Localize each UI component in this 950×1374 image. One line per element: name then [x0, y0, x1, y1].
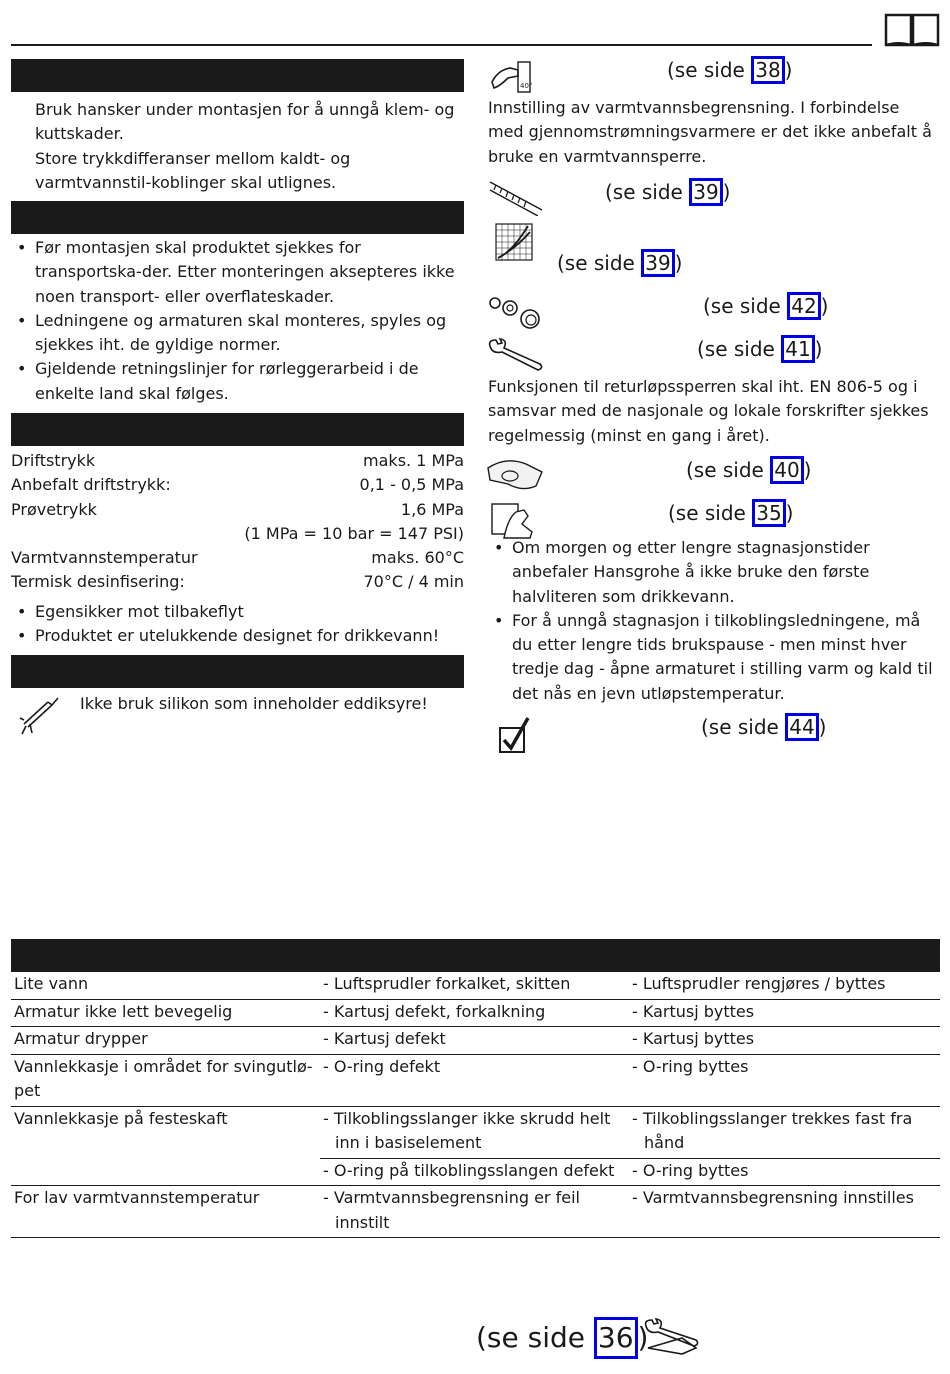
cell-text: - Kartusj defekt [323, 1029, 446, 1048]
cell-text: - O-ring byttes [632, 1056, 749, 1076]
cell-text: Lite vann [14, 974, 89, 993]
cell-text: - Varmtvannsbegrensning er feil innstilt [323, 1188, 580, 1232]
table-row [11, 1027, 940, 1055]
cell-text: - Luftsprudler forkalket, skitten [323, 974, 571, 993]
see-side-suffix: ) [803, 458, 812, 482]
spec-value: maks. 1 MPa [363, 451, 464, 470]
list-item: • Produktet er utelukkende designet for drikkevann! [11, 624, 464, 648]
section-bar-installation [11, 201, 464, 234]
see-side-ref [701, 713, 826, 741]
see-side-ref [703, 292, 828, 320]
see-side-ref [686, 456, 811, 484]
table-cell-problem [11, 1158, 320, 1186]
spec-row [11, 546, 464, 570]
list-item: • Egensikker mot tilbakeflyt [11, 600, 464, 624]
spec-value: 1,6 MPa [400, 499, 464, 519]
list-item: • Før montasjen skal produktet sjekkes for transportska-der. Etter monteringen aksepteres ikke noen transport- eller overflateskader. [11, 236, 464, 309]
table-row [11, 1106, 940, 1158]
svg-text:40°: 40° [520, 82, 533, 90]
cell-text: - Kartusj defekt, forkalkning [323, 1001, 546, 1021]
troubleshooting-table [11, 972, 940, 1238]
see-side-ref [697, 335, 822, 363]
see-side-ref [668, 499, 793, 527]
spec-label: Prøvetrykk [11, 499, 97, 519]
table-cell-remedy [629, 1158, 940, 1186]
safety-line: Bruk hansker under montasjen for å unngå klem- og kuttskader. [35, 100, 455, 144]
page-link[interactable]: 35 [752, 499, 785, 527]
specs-table [11, 449, 464, 595]
usage-list [488, 536, 940, 706]
table-cell-cause [320, 972, 629, 999]
cell-text: - O-ring defekt [323, 1056, 441, 1076]
backflow-text: Funksjonen til returløpssperren skal iht. EN 806-5 og i samsvar med de nasjonale og lokale forskrifter sjekkes regelmessig (minst en gang i året). [488, 377, 929, 445]
list-item: • For å unngå stagnasjon i tilkoblingsledningene, må du etter lengre tids brukspause - men minst hver tredje dag - åpne armaturet i stilling varm og kald til det nås en jevn utløpstemperatur. [488, 609, 940, 706]
spec-value: 0,1 - 0,5 MPa [359, 475, 464, 495]
temp-limit-text: Innstilling av varmtvannsbegrensning. I forbindelse med gjennomstrømningsvarmere er det ikke anbefalt å bruke en varmtvannsperre. [488, 98, 932, 166]
see-side-ref [667, 56, 792, 84]
see-side-suffix: ) [784, 58, 793, 82]
page-link[interactable]: 36 [594, 1317, 638, 1359]
safety-line: Store trykkdifferanser mellom kaldt- og varmtvannstil-koblinger skal utlignes. [35, 148, 351, 192]
table-cell-remedy [629, 1186, 940, 1238]
spec-label: Driftstrykk [11, 451, 96, 470]
cell-text: Armatur drypper [14, 1029, 148, 1048]
cell-text: - Luftsprudler rengjøres / byttes [632, 974, 886, 993]
table-cell-problem [11, 1027, 320, 1055]
table-cell-cause [320, 1106, 629, 1158]
see-side-ref [476, 1317, 648, 1359]
cell-text: - O-ring på tilkoblingsslangen defekt [323, 1160, 615, 1180]
page-link[interactable]: 42 [787, 292, 820, 320]
page-link[interactable]: 41 [781, 335, 814, 363]
see-side-suffix: ) [818, 715, 827, 739]
table-cell-cause [320, 1054, 629, 1106]
cell-text: - Kartusj byttes [632, 1001, 755, 1021]
see-side-ref [605, 178, 730, 206]
see-side-suffix: ) [820, 294, 829, 318]
cell-text: - O-ring byttes [632, 1160, 749, 1180]
list-item: • Gjeldende retningslinjer for rørleggerarbeid i de enkelte land skal følges. [11, 357, 464, 406]
safety-text [35, 98, 460, 195]
table-row [11, 1158, 940, 1186]
spare-parts-icon [488, 294, 544, 330]
see-side-suffix: ) [674, 251, 683, 275]
section-bar-troubleshooting [11, 939, 940, 972]
cell-text: - Varmtvannsbegrensning innstilles [632, 1188, 914, 1207]
table-cell-remedy [629, 1054, 940, 1106]
see-side-suffix: ) [722, 180, 731, 204]
checkbox-icon [498, 716, 530, 754]
table-cell-problem [11, 1186, 320, 1238]
table-cell-problem [11, 1106, 320, 1158]
flow-diagram-icon [494, 222, 534, 262]
table-cell-cause [320, 1027, 629, 1055]
table-cell-remedy [629, 999, 940, 1027]
table-cell-remedy [629, 1027, 940, 1055]
spec-row [11, 498, 464, 522]
temperature-hand-icon [488, 58, 536, 98]
spec-row [11, 473, 464, 497]
spec-row [11, 522, 464, 546]
table-row [11, 1054, 940, 1106]
page-link[interactable]: 44 [785, 713, 818, 741]
see-side-prefix: (se side [605, 180, 690, 204]
see-side-suffix: ) [814, 337, 823, 361]
spec-row [11, 449, 464, 473]
section-bar-specs [11, 413, 464, 446]
see-side-prefix: (se side [557, 251, 642, 275]
spec-label: Anbefalt driftstrykk: [11, 475, 171, 495]
cell-text: For lav varmtvannstemperatur [14, 1188, 260, 1207]
table-cell-problem [11, 972, 320, 999]
cell-text: - Tilkoblingsslanger trekkes fast fra hånd [632, 1108, 913, 1152]
table-cell-problem [11, 999, 320, 1027]
section-bar-safety [11, 59, 464, 92]
specs-list [11, 600, 464, 649]
hand-operation-icon [486, 454, 544, 494]
table-cell-cause [320, 1186, 629, 1238]
page-link[interactable]: 39 [641, 249, 674, 277]
see-side-ref [557, 249, 682, 277]
see-side-prefix: (se side [701, 715, 786, 739]
hand-installation-icon [490, 498, 538, 540]
silicone-warning: Ikke bruk silikon som inneholder eddiksyre! [80, 694, 428, 713]
installation-list [11, 236, 464, 406]
cell-text: Vannlekkasje på festeskaft [14, 1108, 228, 1128]
see-side-suffix: ) [785, 501, 794, 525]
table-row [11, 999, 940, 1027]
table-row [11, 1186, 940, 1238]
page-link[interactable]: 39 [689, 178, 722, 206]
table-cell-cause [320, 1158, 629, 1186]
table-cell-remedy [629, 1106, 940, 1158]
cell-text: - Kartusj byttes [632, 1029, 755, 1048]
wrench-icon [486, 338, 544, 372]
header-rule [11, 44, 872, 46]
table-cell-cause [320, 999, 629, 1027]
book-icon [884, 12, 940, 48]
table-cell-remedy [629, 972, 940, 999]
spec-value: 70°C / 4 min [363, 572, 464, 592]
see-side-prefix: (se side [668, 501, 753, 525]
cell-text: - Tilkoblingsslanger ikke skrudd helt inn i basiselement [323, 1108, 611, 1152]
tools-icon [642, 1318, 700, 1356]
see-side-prefix: (se side [476, 1321, 594, 1354]
see-side-prefix: (se side [697, 337, 782, 361]
spec-label: Termisk desinfisering: [11, 572, 185, 592]
see-side-prefix: (se side [686, 458, 771, 482]
ruler-icon [488, 180, 544, 216]
spec-row [11, 570, 464, 594]
table-row [11, 972, 940, 999]
cell-text: Armatur ikke lett bevegelig [14, 1001, 233, 1021]
spec-value: (1 MPa = 10 bar = 147 PSI) [244, 523, 464, 543]
page-link[interactable]: 38 [751, 56, 784, 84]
spec-label: Varmtvannstemperatur [11, 548, 198, 568]
page-link[interactable]: 40 [770, 456, 803, 484]
table-cell-problem [11, 1054, 320, 1106]
see-side-prefix: (se side [667, 58, 752, 82]
see-side-prefix: (se side [703, 294, 788, 318]
list-item: • Ledningene og armaturen skal monteres, spyles og sjekkes iht. de gyldige normer. [11, 309, 464, 358]
list-item: • Om morgen og etter lengre stagnasjonstider anbefaler Hansgrohe å ikke bruke den første halvliteren som drikkevann. [488, 536, 940, 609]
cell-text: Vannlekkasje i området for svingutlø-pet [14, 1056, 313, 1100]
caulking-gun-icon [16, 694, 60, 736]
spec-value: maks. 60°C [371, 548, 464, 568]
section-bar-silicone [11, 655, 464, 688]
see-side-suffix: ) [637, 1321, 649, 1354]
